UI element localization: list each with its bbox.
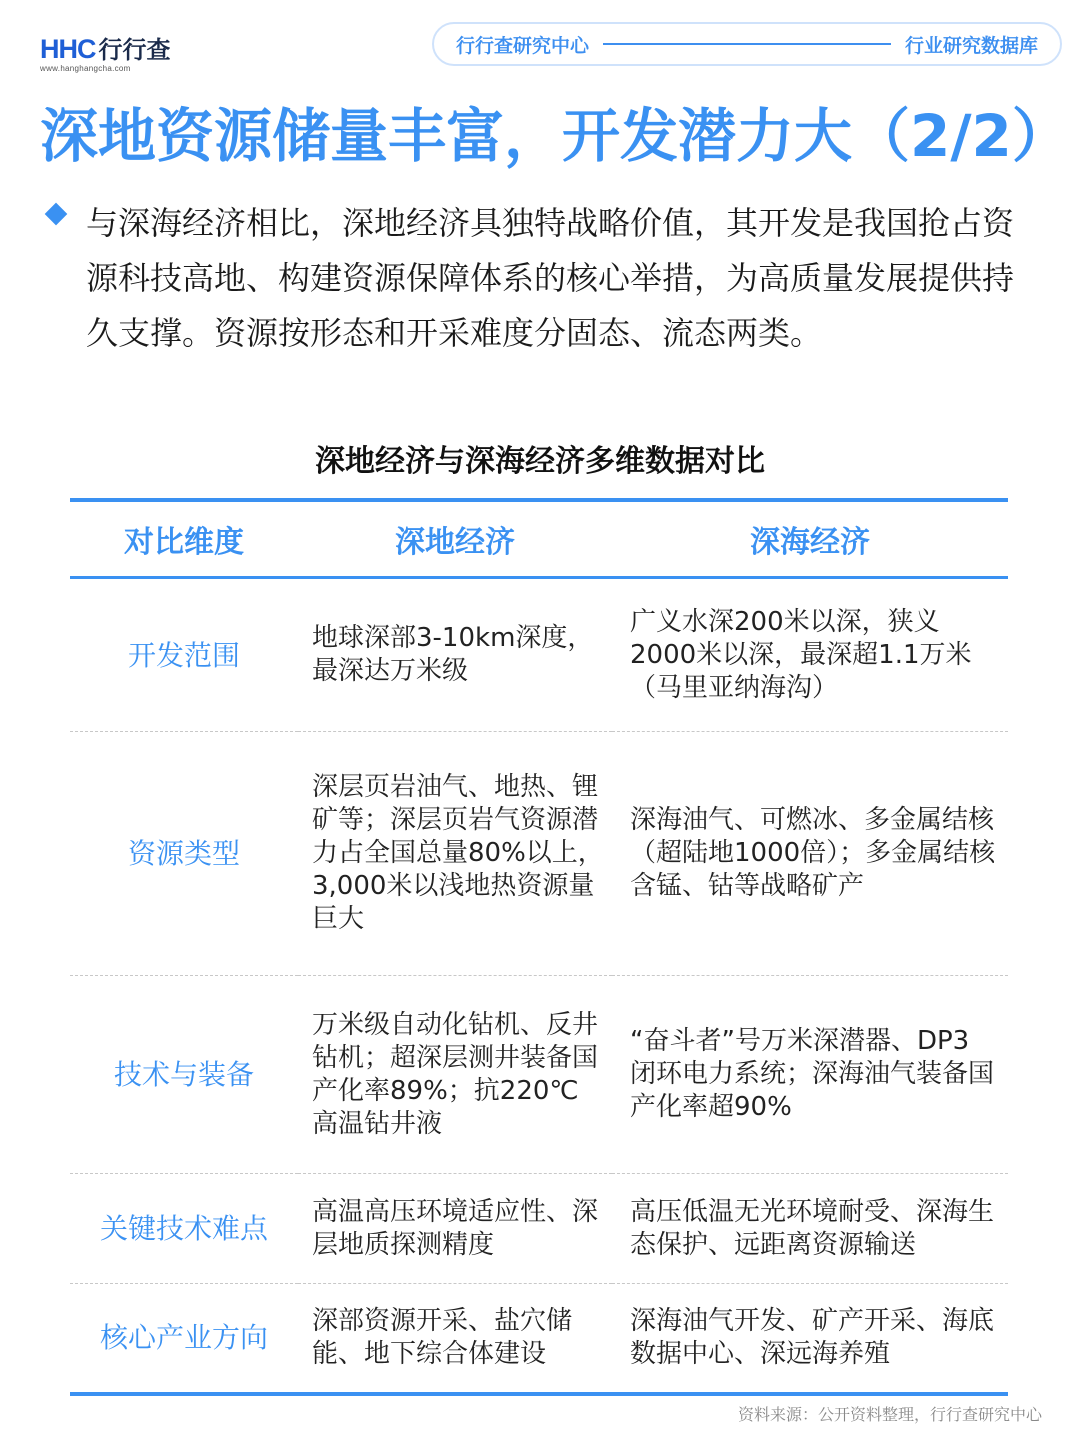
row-deep-earth: 高温高压环境适应性、深层地质探测精度 <box>298 1174 612 1284</box>
brand-logo <box>40 30 171 73</box>
row-dimension: 关键技术难点 <box>70 1174 298 1284</box>
logo-mark <box>40 30 171 65</box>
header-dimension: 对比维度 <box>70 500 298 578</box>
logo-hhc: HHC <box>40 34 96 64</box>
summary-text: 与深海经济相比，深地经济具独特战略价值，其开发是我国抢占资源科技高地、构建资源保障体系的核心举措，为高质量发展提供持久支撑。资源按形态和开采难度分固态、流态两类。 <box>86 204 1015 352</box>
header-deep-sea: 深海经济 <box>612 500 1008 578</box>
row-dimension: 资源类型 <box>70 732 298 976</box>
row-deep-sea: 高压低温无光环境耐受、深海生态保护、远距离资源输送 <box>612 1174 1008 1284</box>
header-banner <box>432 22 1062 66</box>
row-deep-earth: 深部资源开采、盐穴储能、地下综合体建设 <box>298 1284 612 1394</box>
table-row <box>70 976 1008 1174</box>
row-dimension: 核心产业方向 <box>70 1284 298 1394</box>
diamond-bullet-icon <box>45 203 68 226</box>
table-header-row <box>70 500 1008 578</box>
row-dimension: 开发范围 <box>70 578 298 732</box>
row-deep-earth: 深层页岩油气、地热、锂矿等；深层页岩气资源潜力占全国总量80%以上，3,000米以浅地热资源量巨大 <box>298 732 612 976</box>
table-row <box>70 1284 1008 1394</box>
row-dimension: 技术与装备 <box>70 976 298 1174</box>
comparison-table <box>70 498 1008 1396</box>
page-title: 深地资源储量丰富，开发潜力大（2/2） <box>40 102 1070 170</box>
summary-bullet <box>44 196 1044 361</box>
row-deep-sea: 深海油气开发、矿产开采、海底数据中心、深远海养殖 <box>612 1284 1008 1394</box>
header-left-label: 行行查研究中心 <box>456 34 590 57</box>
table-row <box>70 732 1008 976</box>
row-deep-earth: 万米级自动化钻机、反井钻机；超深层测井装备国产化率89%；抗220℃高温钻井液 <box>298 976 612 1174</box>
header-right-label: 行业研究数据库 <box>904 34 1038 57</box>
row-deep-sea: “奋斗者”号万米深潜器、DP3 闭环电力系统；深海油气装备国产化率超90% <box>612 976 1008 1174</box>
logo-name: 行行查 <box>98 36 171 64</box>
header-divider <box>603 43 891 45</box>
table-row <box>70 1174 1008 1284</box>
header-deep-earth: 深地经济 <box>298 500 612 578</box>
row-deep-earth: 地球深部3-10km深度，最深达万米级 <box>298 578 612 732</box>
source-note: 资料来源：公开资料整理，行行查研究中心 <box>737 1405 1042 1424</box>
table-row <box>70 578 1008 732</box>
table-title: 深地经济与深海经济多维数据对比 <box>315 444 765 479</box>
row-deep-sea: 广义水深200米以深，狭义2000米以深，最深超1.1万米（马里亚纳海沟） <box>612 578 1008 732</box>
logo-url: www.hanghangcha.com <box>40 64 131 73</box>
row-deep-sea: 深海油气、可燃冰、多金属结核（超陆地1000倍）；多金属结核含锰、钴等战略矿产 <box>612 732 1008 976</box>
